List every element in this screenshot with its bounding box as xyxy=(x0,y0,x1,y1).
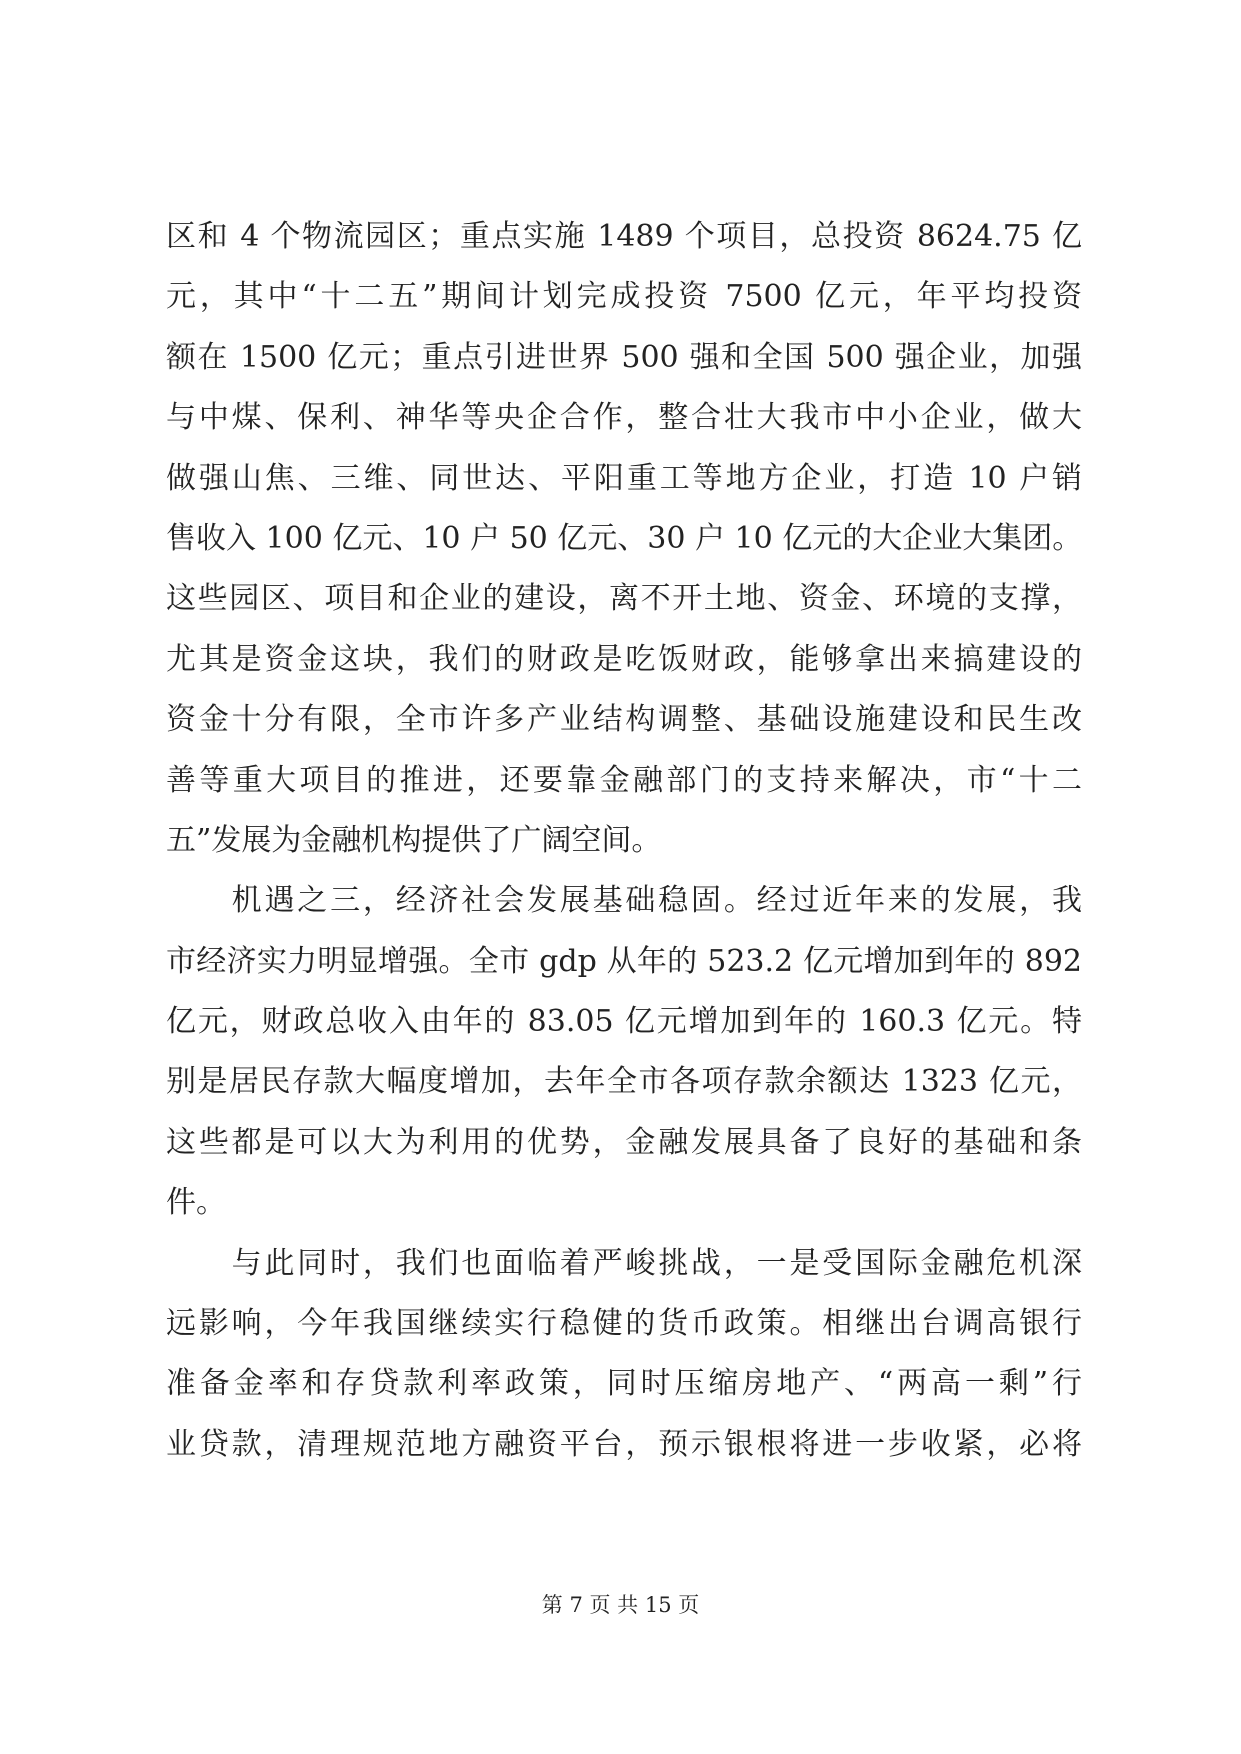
body-line: 售收入 100 亿元、10 户 50 亿元、30 户 10 亿元的大企业大集团。 xyxy=(166,520,1082,556)
body-line: 尤其是资金这块，我们的财政是吃饭财政，能够拿出来搞建设的 xyxy=(166,641,1082,677)
body-line: 元，其中“十二五”期间计划完成投资 7500 亿元，年平均投资 xyxy=(166,279,1082,315)
paragraph-start-line: 与此同时，我们也面临着严峻挑战，一是受国际金融危机深 xyxy=(166,1245,1082,1281)
body-line: 亿元，财政总收入由年的 83.05 亿元增加到年的 160.3 亿元。特 xyxy=(166,1004,1082,1040)
paragraph-end-line: 五”发展为金融机构提供了广阔空间。 xyxy=(166,822,662,858)
paragraph-end-line: 件。 xyxy=(166,1185,226,1221)
document-body xyxy=(166,207,1082,1475)
body-line: 额在 1500 亿元；重点引进世界 500 强和全国 500 强企业，加强 xyxy=(166,339,1082,375)
paragraph-start-line: 机遇之三，经济社会发展基础稳固。经过近年来的发展，我 xyxy=(166,883,1082,919)
body-line: 准备金率和存贷款利率政策，同时压缩房地产、“两高一剩”行 xyxy=(166,1366,1082,1402)
body-line: 资金十分有限，全市许多产业结构调整、基础设施建设和民生改 xyxy=(166,702,1082,738)
body-line: 这些都是可以大为利用的优势，金融发展具备了良好的基础和条 xyxy=(166,1124,1082,1160)
body-line: 与中煤、保利、神华等央企合作，整合壮大我市中小企业，做大 xyxy=(166,400,1082,436)
body-line: 做强山焦、三维、同世达、平阳重工等地方企业，打造 10 户销 xyxy=(166,460,1082,496)
body-line: 市经济实力明显增强。全市 gdp 从年的 523.2 亿元增加到年的 892 xyxy=(166,943,1082,979)
body-line: 善等重大项目的推进，还要靠金融部门的支持来解决，市“十二 xyxy=(166,762,1082,798)
body-line: 这些园区、项目和企业的建设，离不开土地、资金、环境的支撑， xyxy=(166,581,1082,617)
body-line: 区和 4 个物流园区；重点实施 1489 个项目，总投资 8624.75 亿 xyxy=(166,219,1082,254)
page-number-footer: 第 7 页 共 15 页 xyxy=(541,1593,700,1617)
body-line: 业贷款，清理规范地方融资平台，预示银根将进一步收紧，必将 xyxy=(166,1426,1082,1462)
body-line: 远影响，今年我国继续实行稳健的货币政策。相继出台调高银行 xyxy=(166,1306,1082,1342)
body-line: 别是居民存款大幅度增加，去年全市各项存款余额达 1323 亿元， xyxy=(166,1064,1082,1100)
